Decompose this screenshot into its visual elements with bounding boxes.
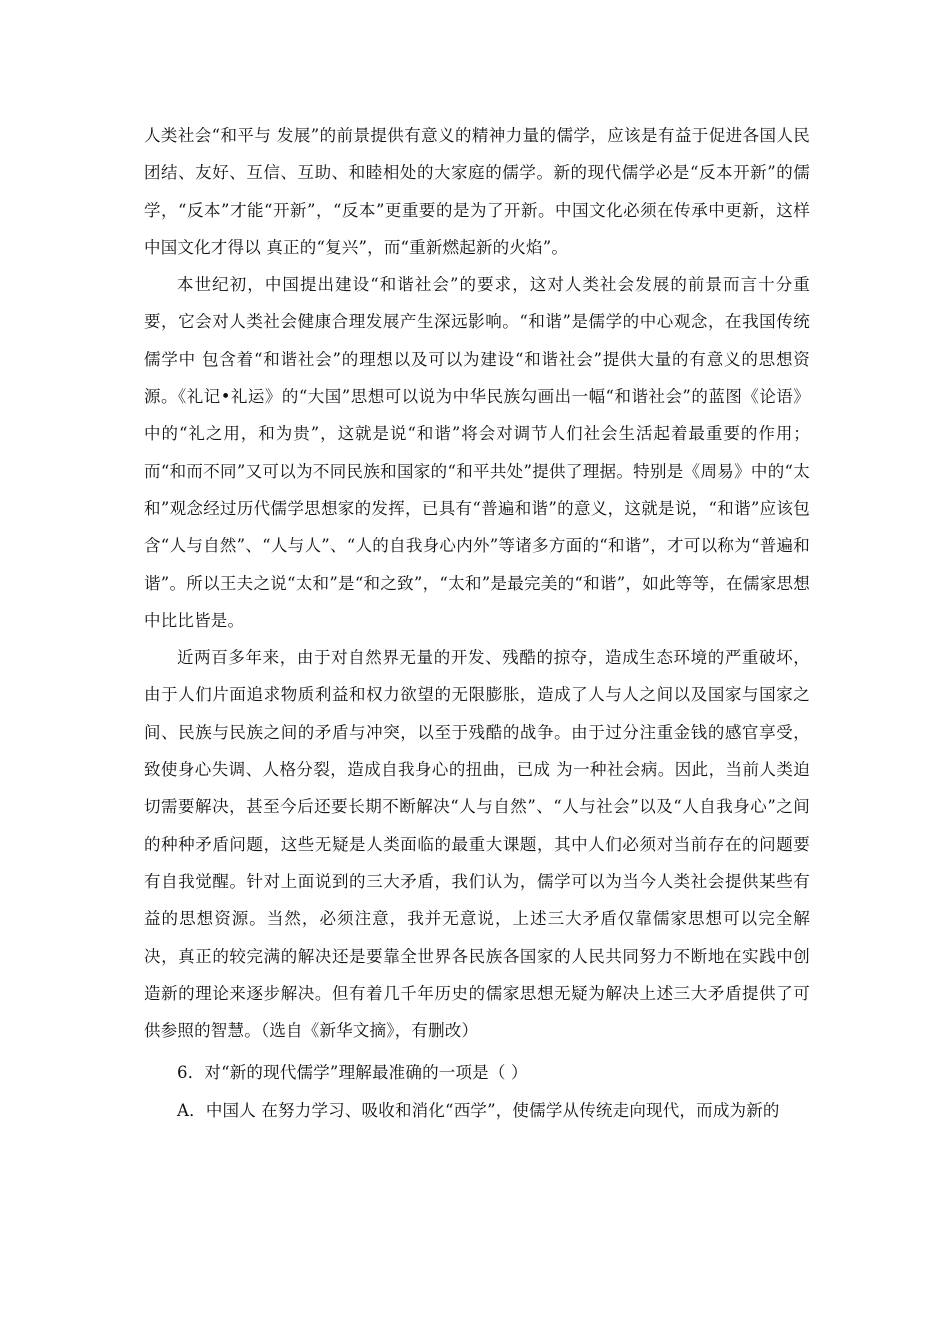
question-6: 6．对“新的现代儒学”理解最准确的一项是（ ） (177, 1063, 528, 1083)
document-page (144, 117, 810, 1129)
paragraph-harmony: 本世纪初，中国提出建设“和谐社会”的要求，这对人类社会发展的前景而言十分重要，它会对人类社会健康合理发展产生深远影响。“和谐”是儒学的中心观念，在我国传统儒学中 包含着“和谐社会”的理想以及可以为建设“和谐社会”提供大量的有意义的思想资源。《礼记•礼运》的“大国”思想可以说为中华民族勾画出一幅“和谐社会”的蓝图《论语》中的“礼之用，和为贵”，这就是说“和谐”将会对调节人们社会生活起着最重要的作用；而“和而不同”又可以为不同民族和国家的“和平共处”提供了理据。特别是《周易》中的“太和”观念经过历代儒学思想家的发挥，已具有“普遍和谐”的意义，这就是说，“和谐”应该包含“人与自然”、“人与人”、“人的自我身心内外”等诸多方面的“和谐”，才可以称为“普遍和谐”。所以王夫之说“太和”是“和之致”，“太和”是最完美的“和谐”，如此等等，在儒家思想中比比皆是。 (144, 275, 810, 630)
question-6-option-a: A．中国人 在努力学习、吸收和消化“西学”，使儒学从传统走向现代，而成为新的 (177, 1100, 780, 1120)
paragraph-continuation: 人类社会“和平与 发展”的前景提供有意义的精神力量的儒学，应该是有益于促进各国人民团结、友好、互信、互助、和睦相处的大家庭的儒学。新的现代儒学必是“反本开新”的儒学，“反本”才能“开新”，“反本”更重要的是为了开新。中国文化必须在传承中更新，这样中国文化才得以 真正的“复兴”，而“重新燃起新的火焰”。 (144, 126, 810, 257)
paragraph-contradictions: 近两百多年来，由于对自然界无量的开发、残酷的掠夺，造成生态环境的严重破坏，由于人们片面追求物质利益和权力欲望的无限膨胀，造成了人与人之间以及国家与国家之间、民族与民族之间的矛盾与冲突，以至于残酷的战争。由于过分注重金钱的感官享受，致使身心失调、人格分裂，造成自我身心的扭曲，已成 为一种社会病。因此，当前人类迫切需要解决，甚至今后还要长期不断解决“人与自然”、“人与社会”以及“人自我身心”之间的种种矛盾问题，这些无疑是人类面临的最重大课题，其中人们必须对当前存在的问题要有自我觉醒。针对上面说到的三大矛盾，我们认为，儒学可以为当今人类社会提供某些有益的思想资源。当然，必须注意，我并无意说，上述三大矛盾仅靠儒家思想可以完全解决，真正的较完满的解决还是要靠全世界各民族各国家的人民共同努力不断地在实践中创造新的理论来逐步解决。但有着几千年历史的儒家思想无疑为解决上述三大矛盾提供了可供参照的智慧。（选自《新华文摘》，有删改） (144, 648, 810, 1041)
